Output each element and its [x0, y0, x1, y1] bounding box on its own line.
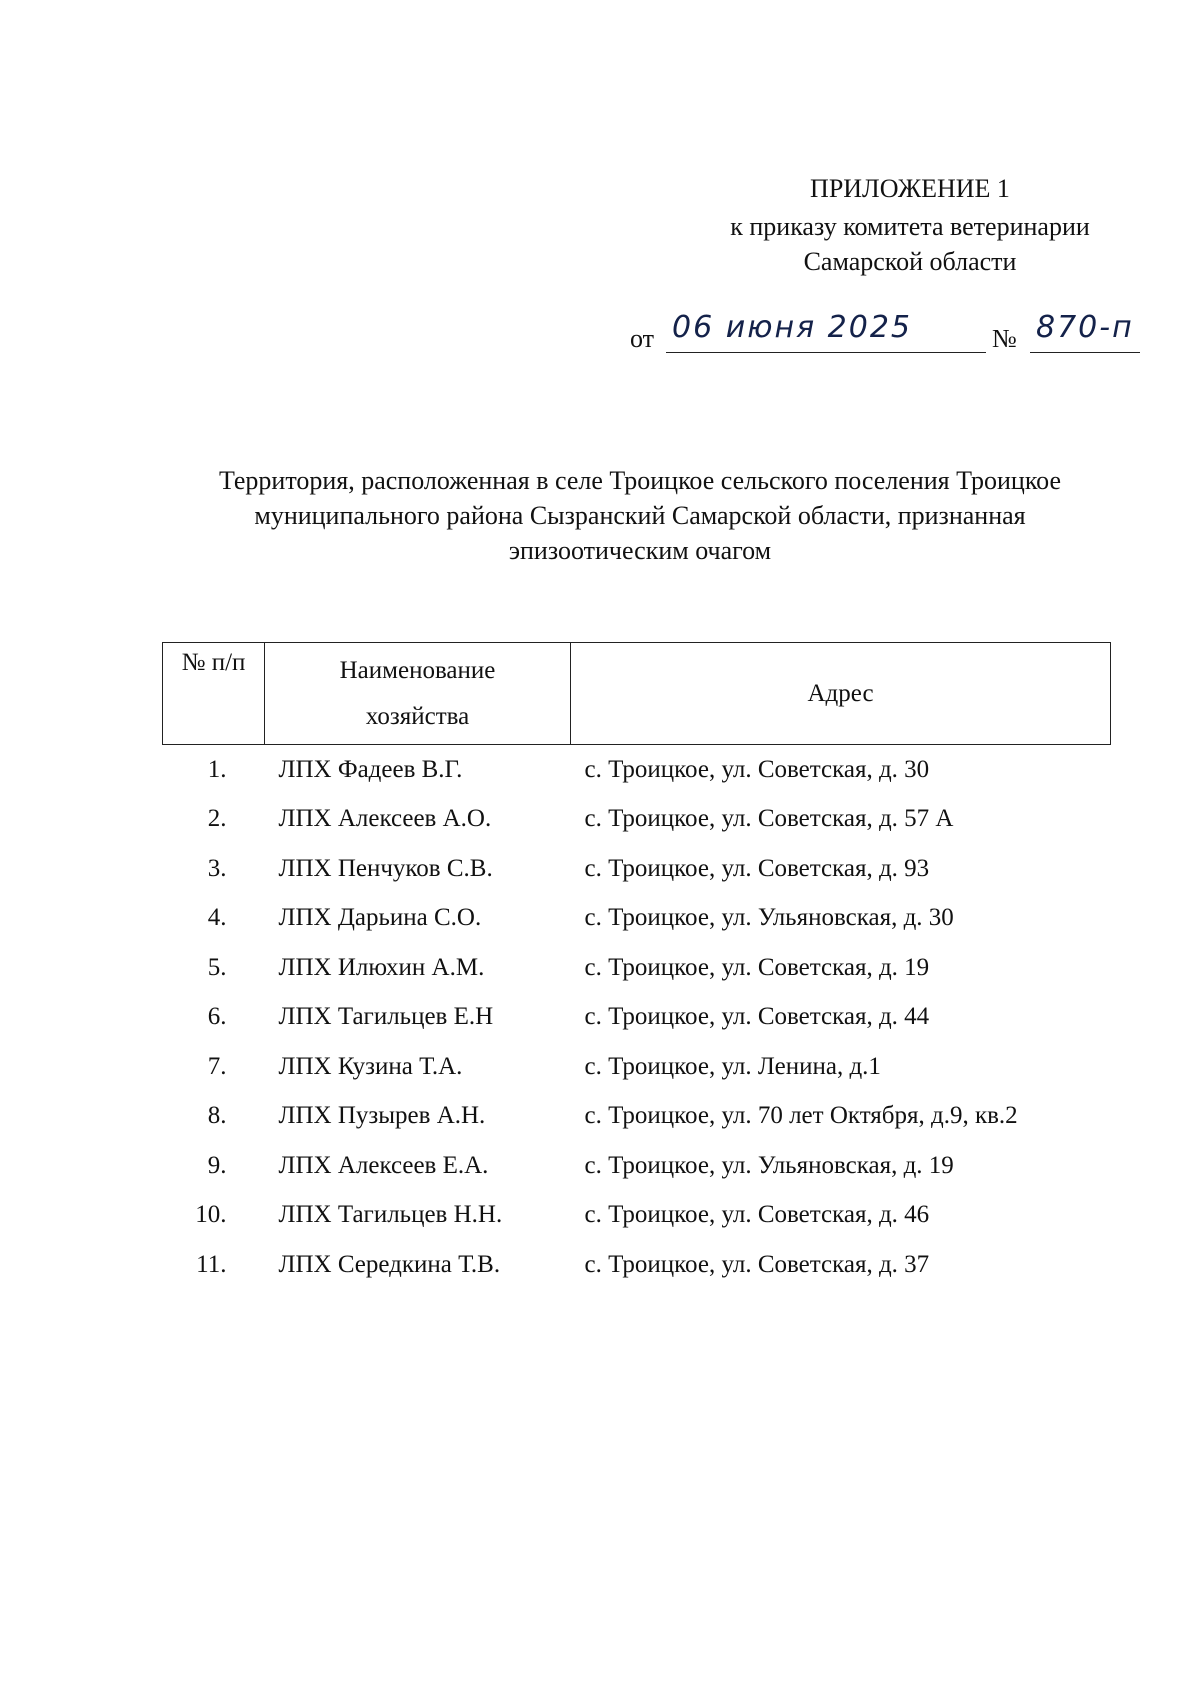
title-line: эпизоотическим очагом — [508, 536, 772, 565]
header-name-line2: хозяйства — [365, 702, 470, 730]
farm-address: с. Троицкое, ул. Советская, д. 93 — [584, 854, 930, 882]
farm-name: ЛПХ Тагильцев Е.Н — [278, 1003, 494, 1031]
farm-name: ЛПХ Пузырев А.Н. — [278, 1102, 486, 1130]
order-reference — [630, 310, 1150, 364]
table-row — [163, 1042, 1111, 1092]
row-number: 9. — [207, 1151, 227, 1179]
appendix-region: Самарской области — [803, 247, 1017, 276]
row-number: 8. — [207, 1102, 227, 1130]
farm-name: ЛПХ Алексеев А.О. — [278, 805, 492, 833]
row-number: 4. — [207, 904, 227, 932]
table-row — [163, 795, 1111, 845]
table-row — [163, 894, 1111, 944]
farm-name: ЛПХ Дарьина С.О. — [278, 904, 482, 932]
row-number: 3. — [207, 854, 227, 882]
farm-address: с. Троицкое, ул. 70 лет Октября, д.9, кв.2 — [584, 1102, 1018, 1130]
order-date-handwritten: 06 июня 2025 — [672, 310, 913, 345]
farm-address: с. Троицкое, ул. Ульяновская, д. 19 — [584, 1151, 954, 1179]
table-header-row — [163, 643, 1111, 745]
row-number: 7. — [207, 1052, 227, 1080]
row-number: 1. — [207, 755, 227, 783]
row-number: 2. — [207, 805, 227, 833]
appendix-reference: к приказу комитета ветеринарии — [730, 212, 1090, 241]
farm-name: ЛПХ Кузина Т.А. — [278, 1052, 463, 1080]
farm-address: с. Троицкое, ул. Советская, д. 57 А — [584, 805, 954, 833]
row-number: 11. — [196, 1250, 227, 1278]
farm-address: с. Троицкое, ул. Советская, д. 30 — [584, 755, 930, 783]
farm-address: с. Троицкое, ул. Ленина, д.1 — [584, 1052, 881, 1080]
farm-name: ЛПХ Тагильцев Н.Н. — [278, 1201, 503, 1229]
order-number-field — [1030, 310, 1140, 353]
order-date-field — [666, 310, 986, 353]
title-line: Территория, расположенная в селе Троицкое сельского поселения Троицкое — [218, 466, 1062, 495]
farm-name: ЛПХ Алексеев Е.А. — [278, 1151, 489, 1179]
document-title — [150, 463, 1130, 568]
table-row — [163, 1240, 1111, 1290]
table-row — [163, 745, 1111, 795]
table-row — [163, 844, 1111, 894]
title-line: муниципального района Сызранский Самарской области, признанная — [254, 501, 1026, 530]
farm-name: ЛПХ Середкина Т.В. — [278, 1250, 501, 1278]
header-address: Адрес — [571, 643, 1111, 745]
table-row — [163, 1191, 1111, 1241]
farm-address: с. Троицкое, ул. Советская, д. 46 — [584, 1201, 930, 1229]
from-label: от — [630, 324, 655, 353]
row-number: 10. — [195, 1201, 227, 1229]
number-label: № — [992, 324, 1017, 353]
farms-table — [162, 642, 1111, 1290]
table-row — [163, 943, 1111, 993]
farm-address: с. Троицкое, ул. Советская, д. 19 — [584, 953, 930, 981]
farm-address: с. Троицкое, ул. Ульяновская, д. 30 — [584, 904, 954, 932]
header-number: № п/п — [163, 643, 265, 745]
row-number: 5. — [207, 953, 227, 981]
table-row — [163, 993, 1111, 1043]
appendix-title: ПРИЛОЖЕНИЕ 1 — [810, 174, 1010, 203]
farm-address: с. Троицкое, ул. Советская, д. 44 — [584, 1003, 930, 1031]
header-name-line1: Наименование — [339, 656, 496, 684]
order-number-handwritten: 870-п — [1036, 310, 1134, 345]
farm-address: с. Троицкое, ул. Советская, д. 37 — [584, 1250, 930, 1278]
row-number: 6. — [207, 1003, 227, 1031]
farm-name: ЛПХ Фадеев В.Г. — [278, 755, 463, 783]
farm-name: ЛПХ Илюхин А.М. — [278, 953, 485, 981]
farm-name: ЛПХ Пенчуков С.В. — [278, 854, 493, 882]
header-name — [265, 643, 571, 745]
table-row — [163, 1092, 1111, 1142]
table-row — [163, 1141, 1111, 1191]
